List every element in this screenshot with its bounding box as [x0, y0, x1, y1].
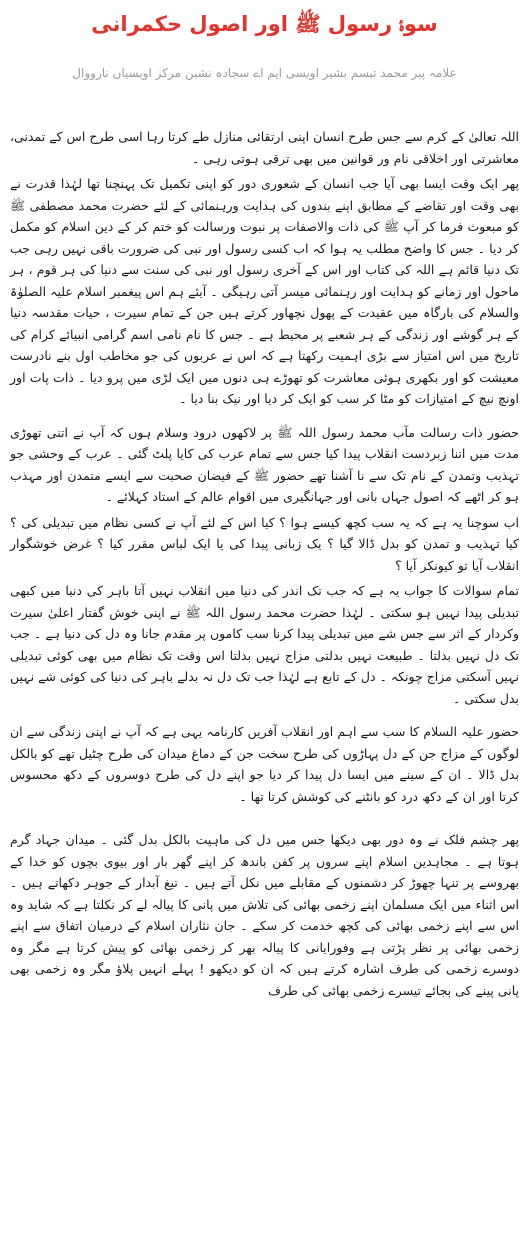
article-title: سوۂ رسول ﷺ اور اصول حکمرانی [91, 12, 438, 36]
paragraph-answers: تمام سوالات کا جواب یہ ہے کہ جب تک اندر کی دنیا میں انقلاب نہیں آتا باہر کی دنیا میں کبھی تبدیلی پیدا نہیں ہو سکتی ۔ لہٰذا حضرت محمد رسول اللہ ﷺ نے اپنی خوش گفتار اعلیٰ سیرت وکردار کے اثر سے جس شے میں تبدیلی پیدا کرنا سب کاموں پر مقدم جانا وہ دل کی دنیا ہے ۔ جب تک دل نہیں بدلتا ۔ طبیعت نہیں بدلتی مزاج نہیں بدلتا اس وقت تک نظام میں بھی کوئی تبدیلی نہیں آسکتی مزاج چونکہ ۔ دل کے تابع ہے لہٰذا جب تک دل نہ بدلے باہر کی دنیا کی کوئی شے نہیں بدل سکتی ۔ [10, 583, 519, 706]
paragraph-prophethood: پھر ایک وقت ایسا بھی آیا جب انسان کے شعوری دور کو اپنی تکمیل تک پہنچنا تھا لہٰذا قدرت نے بھی وقت اور تقاضے کے مطابق اپنے بندوں کی ہدایت ورہنمائی کے لئے حضرت محمد مصطفی ﷺ کو مبعوث فرما کر آپ ﷺ کی ذات والاصفات پر نبوت ورسالت کو ختم کر کے دین اسلام کو مکمل کر دیا ۔ جس کا واضح مطلب یہ ہوا کہ اب کسی رسول اور نبی کی ضرورت باقی نہیں رہی جب تک دنیا قائم ہے اللہ کی کتاب اور اس کے آخری رسول اور نبی کی سنت سے دنیا کی ہر قوم ، ہر ماحول اور زمانے کو ہدایت اور رہنمائی میسر آتی رہیگی ۔ آیئے ہم اس پیغمبر اسلام علیہ الصلوٰۃ والسلام کی بارگاہ میں عقیدت کے پھول نچھاور کرتے ہیں جن کے تمام سیرت ، حیات مقدسہ دنیا کے ہر گوشے اور زندگی کے ہر شعبے پر محیط ہے ۔ جس کا نام نامی اسم گرامی انبیائے کرام کی تاریخ میں اس امتیاز سے بڑی اہمیت رکھتا ہے کہ اس نے عربوں کی جو مخاطب اول بنے نادرست معیشت کو اور بکھری ہوئی معاشرت کو تھوڑے ہی دنوں میں ایک لڑی میں پرو دیا ۔ ذات پات اور اونچ نیچ کے امتیازات کو مٹا کر سب کو ایک کر دیا اور نیک بنا دیا ۔ [10, 176, 519, 406]
article-body [10, 126, 519, 1013]
article-byline: علامہ پیر محمد تبسم بشیر اویسی ایم اے سجادہ نشین مرکز اویسیاں نارووال [72, 66, 457, 80]
paragraph-intro: اللہ تعالیٰ کے کرم سے جس طرح انسان اپنی ارتقائی منازل طے کرتا رہا اسی طرح اس کے تمدنی، معاشرتی اور اخلاقی نام ور قوانین میں بھی ترقی ہوتی رہی ۔ [10, 129, 519, 166]
paragraph-revolution: حضور ذات رسالت مآب محمد رسول اللہ ﷺ پر لاکھوں درود وسلام ہوں کہ آپ نے اتنی تھوڑی مدت میں اتنا زبردست انقلاب پیدا کیا جس سے تمام عرب کی کایا پلٹ گئی ۔ عرب کے وحشی جو تہذیب وتمدن کے نام تک سے نا آشنا تھے حضور ﷺ کے فیضان صحبت سے ایسے متمدن اور مہذب ہو کر اٹھے کہ اصول جہاں بانی اور جہانگیری میں اقوام عالم کے استاد کہلائے ۔ [10, 424, 519, 504]
paragraph-questions: اب سوچنا یہ ہے کہ یہ سب کچھ کیسے ہوا ؟ کیا اس کے لئے آپ نے کسی نظام میں تبدیلی کی ؟ کیا تہذیب و تمدن کو بدل ڈالا گیا ؟ یک زبانی پیدا کی یا ایک لباس مقرر کیا ؟ غرض خوشگوار انقلاب آیا تو کیونکر آیا ؟ [10, 514, 519, 573]
paragraph-hearts: حضور علیہ السلام کا سب سے اہم اور انقلاب آفریں کارنامہ یہی ہے کہ آپ نے اپنی زندگی سے ان لوگوں کے مزاج جن کے دل پہاڑوں کی طرح سخت جن کے دماغ میدان کی طرح چٹیل تھے کو بالکل بدل ڈالا ۔ ان کے سینے میں ایسا دل پیدا کر دیا جو اپنے دل کی طرح دوسروں کے دکھ محسوس کرتا اور ان کے دکھ درد کو بانٹنے کی کوشش کرتا تھا ۔ [10, 724, 520, 804]
paragraph-jihad: پھر چشم فلک نے وہ دور بھی دیکھا جس میں دل کی ماہیت بالکل بدل گئی ۔ میدان جہاد گرم ہوتا ہے ۔ مجاہدین اسلام اپنے سروں پر کفن باندھ کر اپنے گھر بار اور بیوی بچوں کو خدا کے بھروسے پر تنہا چھوڑ کر دشمنوں کے مقابلے میں نکل آتے ہیں ۔ تیغ آبدار کے جوہر دکھاتے ہیں ۔ اس اثناء میں ایک مسلمان اپنے زخمی بھائی کی تلاش میں پانی کا پیالہ لے کر نکلتا ہے کہ شاید وہ اس سے اپنے زخمی بھائی کی کچھ خدمت کر سکے ۔ جان نثاران اسلام کے درمیان اتفاق سے اپنے زخمی بھائی پر نظر پڑتی ہے وفورایانی کا پیالہ بھر کر زخمی بھائی کو پیش کرتا ہے مگر وہ دوسرے زخمی کی طرف اشارہ کرتے ہیں کہ ان کو دیکھو ! پہلے انہیں پلاؤ مگر وہ زخمی بھی پانی پینے کی بجائے تیسرے زخمی بھائی کی طرف [10, 832, 519, 998]
